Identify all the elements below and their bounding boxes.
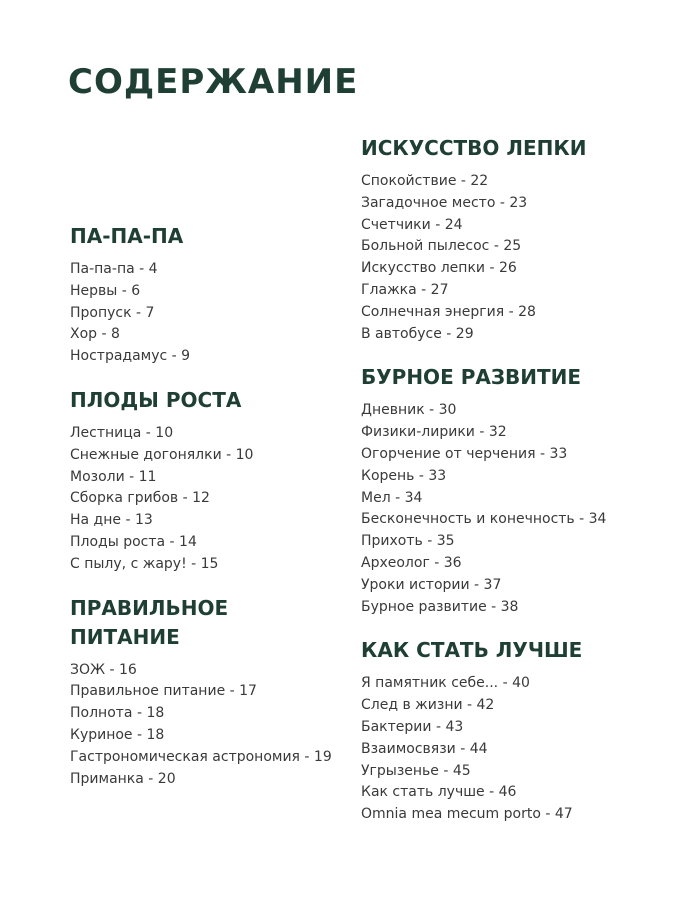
- section-heading: ПЛОДЫ РОСТА: [70, 387, 242, 412]
- toc-entry: Приманка - 20: [70, 770, 176, 787]
- toc-entry: Загадочное место - 23: [361, 194, 528, 211]
- toc-entry: Мел - 34: [361, 489, 423, 506]
- toc-entry: Археолог - 36: [361, 554, 462, 571]
- toc-entry: Счетчики - 24: [361, 216, 463, 233]
- toc-entry: Бактерии - 43: [361, 718, 464, 735]
- toc-section: [70, 386, 360, 576]
- toc-section: [70, 594, 360, 791]
- toc-entry: Гастрономическая астрономия - 19: [70, 748, 332, 765]
- toc-entry: Плоды роста - 14: [70, 533, 197, 550]
- toc-entry: Корень - 33: [361, 467, 447, 484]
- entry-list: [361, 171, 661, 345]
- section-heading: БУРНОЕ РАЗВИТИЕ: [361, 365, 582, 390]
- toc-entry: Искусство лепки - 26: [361, 260, 517, 277]
- toc-entry: Уроки истории - 37: [361, 576, 502, 593]
- toc-entry: Я памятник себе... - 40: [361, 675, 530, 692]
- section-heading: ПА-ПА-ПА: [70, 224, 184, 248]
- toc-section: [361, 636, 661, 826]
- toc-section: [361, 363, 661, 618]
- toc-entry: Солнечная энергия - 28: [361, 303, 536, 320]
- toc-entry: Снежные догонялки - 10: [70, 446, 254, 463]
- toc-entry: Огорчение от черчения - 33: [361, 445, 568, 462]
- toc-entry: ЗОЖ - 16: [70, 661, 137, 678]
- toc-entry: Мозоли - 11: [70, 468, 157, 485]
- toc-entry: Куриное - 18: [70, 726, 165, 743]
- page-title: СОДЕРЖАНИЕ: [68, 62, 359, 102]
- toc-section: [70, 222, 360, 368]
- toc-entry: Бесконечность и конечность - 34: [361, 511, 607, 528]
- toc-entry: Пропуск - 7: [70, 304, 155, 321]
- entry-list: [361, 673, 661, 826]
- toc-entry: Бурное развитие - 38: [361, 598, 519, 615]
- toc-entry: Взаимосвязи - 44: [361, 740, 488, 757]
- toc-entry: Правильное питание - 17: [70, 683, 257, 700]
- toc-entry: Угрызенье - 45: [361, 762, 471, 779]
- toc-right-column: [361, 134, 661, 826]
- toc-entry: След в жизни - 42: [361, 697, 495, 714]
- entry-list: [70, 423, 360, 576]
- toc-entry: Глажка - 27: [361, 281, 449, 298]
- section-heading: ИСКУССТВО ЛЕПКИ: [361, 136, 587, 160]
- toc-entry: В автобусе - 29: [361, 325, 474, 342]
- toc-section: [361, 134, 661, 345]
- entry-list: [70, 259, 360, 368]
- toc-entry: Дневник - 30: [361, 402, 457, 419]
- entry-list: [70, 660, 360, 791]
- toc-entry: Нострадамус - 9: [70, 348, 191, 365]
- toc-entry: Сборка грибов - 12: [70, 490, 210, 507]
- toc-entry: Лестница - 10: [70, 424, 174, 441]
- toc-entry: На дне - 13: [70, 512, 153, 529]
- entry-list: [361, 400, 661, 618]
- section-heading: КАК СТАТЬ ЛУЧШЕ: [361, 638, 583, 663]
- toc-entry: Па-па-па - 4: [70, 261, 158, 277]
- toc-entry: Как стать лучше - 46: [361, 784, 517, 801]
- toc-entry: Больной пылесос - 25: [361, 238, 522, 255]
- toc-entry: Спокойствие - 22: [361, 173, 489, 189]
- toc-entry: Прихоть - 35: [361, 533, 455, 550]
- toc-entry: Omnia mea mecum porto - 47: [361, 806, 573, 823]
- toc-entry: С пылу, с жару! - 15: [70, 555, 219, 572]
- toc-left-column: [70, 222, 360, 790]
- section-heading: ПРАВИЛЬНОЕ ПИТАНИЕ: [70, 595, 229, 649]
- toc-entry: Хор - 8: [70, 326, 120, 343]
- toc-entry: Полнота - 18: [70, 705, 165, 722]
- toc-entry: Физики-лирики - 32: [361, 424, 507, 441]
- toc-entry: Нервы - 6: [70, 282, 141, 299]
